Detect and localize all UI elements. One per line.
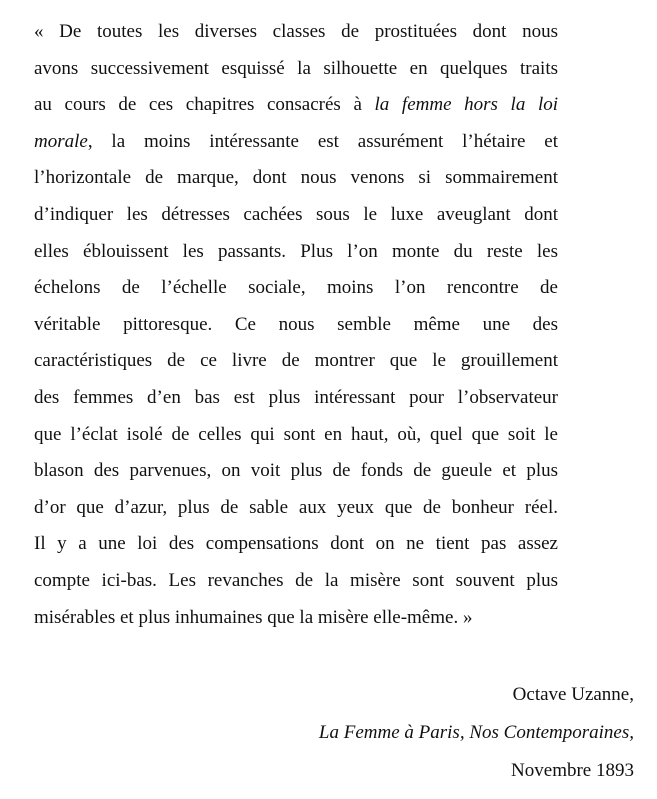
quote-line: compte ici-bas. Les revanches de la misère sont souvent plus (34, 569, 558, 591)
quote-line: elles éblouissent les passants. Plus l’on monte du reste les (34, 240, 558, 262)
quote-line: Il y a une loi des compensations dont on ne tient pas assez (34, 533, 558, 555)
signature-work-title: La Femme à Paris, Nos Contemporaines, (318, 722, 634, 743)
quote-line: d’or que d’azur, plus de sable aux yeux que de bonheur réel. (34, 496, 558, 518)
signature-date: Novembre 1893 (511, 760, 634, 781)
quote-line: avons successivement esquissé la silhouette en quelques traits (34, 57, 558, 79)
quote-line: que l’éclat isolé de celles qui sont en haut, où, quel que soit le (34, 423, 558, 445)
signature-author: Octave Uzanne, (512, 684, 634, 705)
quote-line: véritable pittoresque. Ce nous semble même une des (34, 313, 558, 335)
quote-line: d’indiquer les détresses cachées sous le luxe aveuglant dont (34, 203, 558, 225)
quote-line: au cours de ces chapitres consacrés à la femme hors la loi (34, 94, 558, 116)
quote-line: morale, la moins intéressante est assurément l’hétaire et (34, 130, 558, 152)
quote-line: caractéristiques de ce livre de montrer que le grouillement (34, 350, 558, 372)
quote-line: des femmes d’en bas est plus intéressant pour l’observateur (34, 386, 558, 408)
quote-line: échelons de l’échelle sociale, moins l’on rencontre de (34, 277, 558, 299)
quote-line-last: misérables et plus inhumaines que la misère elle-même. » (34, 606, 473, 628)
quote-line: « De toutes les diverses classes de prostituées dont nous (34, 21, 558, 42)
quote-block (34, 14, 558, 636)
quote-line: blason des parvenues, on voit plus de fonds de gueule et plus (34, 460, 558, 482)
quote-line: l’horizontale de marque, dont nous venons si sommairement (34, 167, 558, 189)
signature-block (319, 676, 634, 790)
